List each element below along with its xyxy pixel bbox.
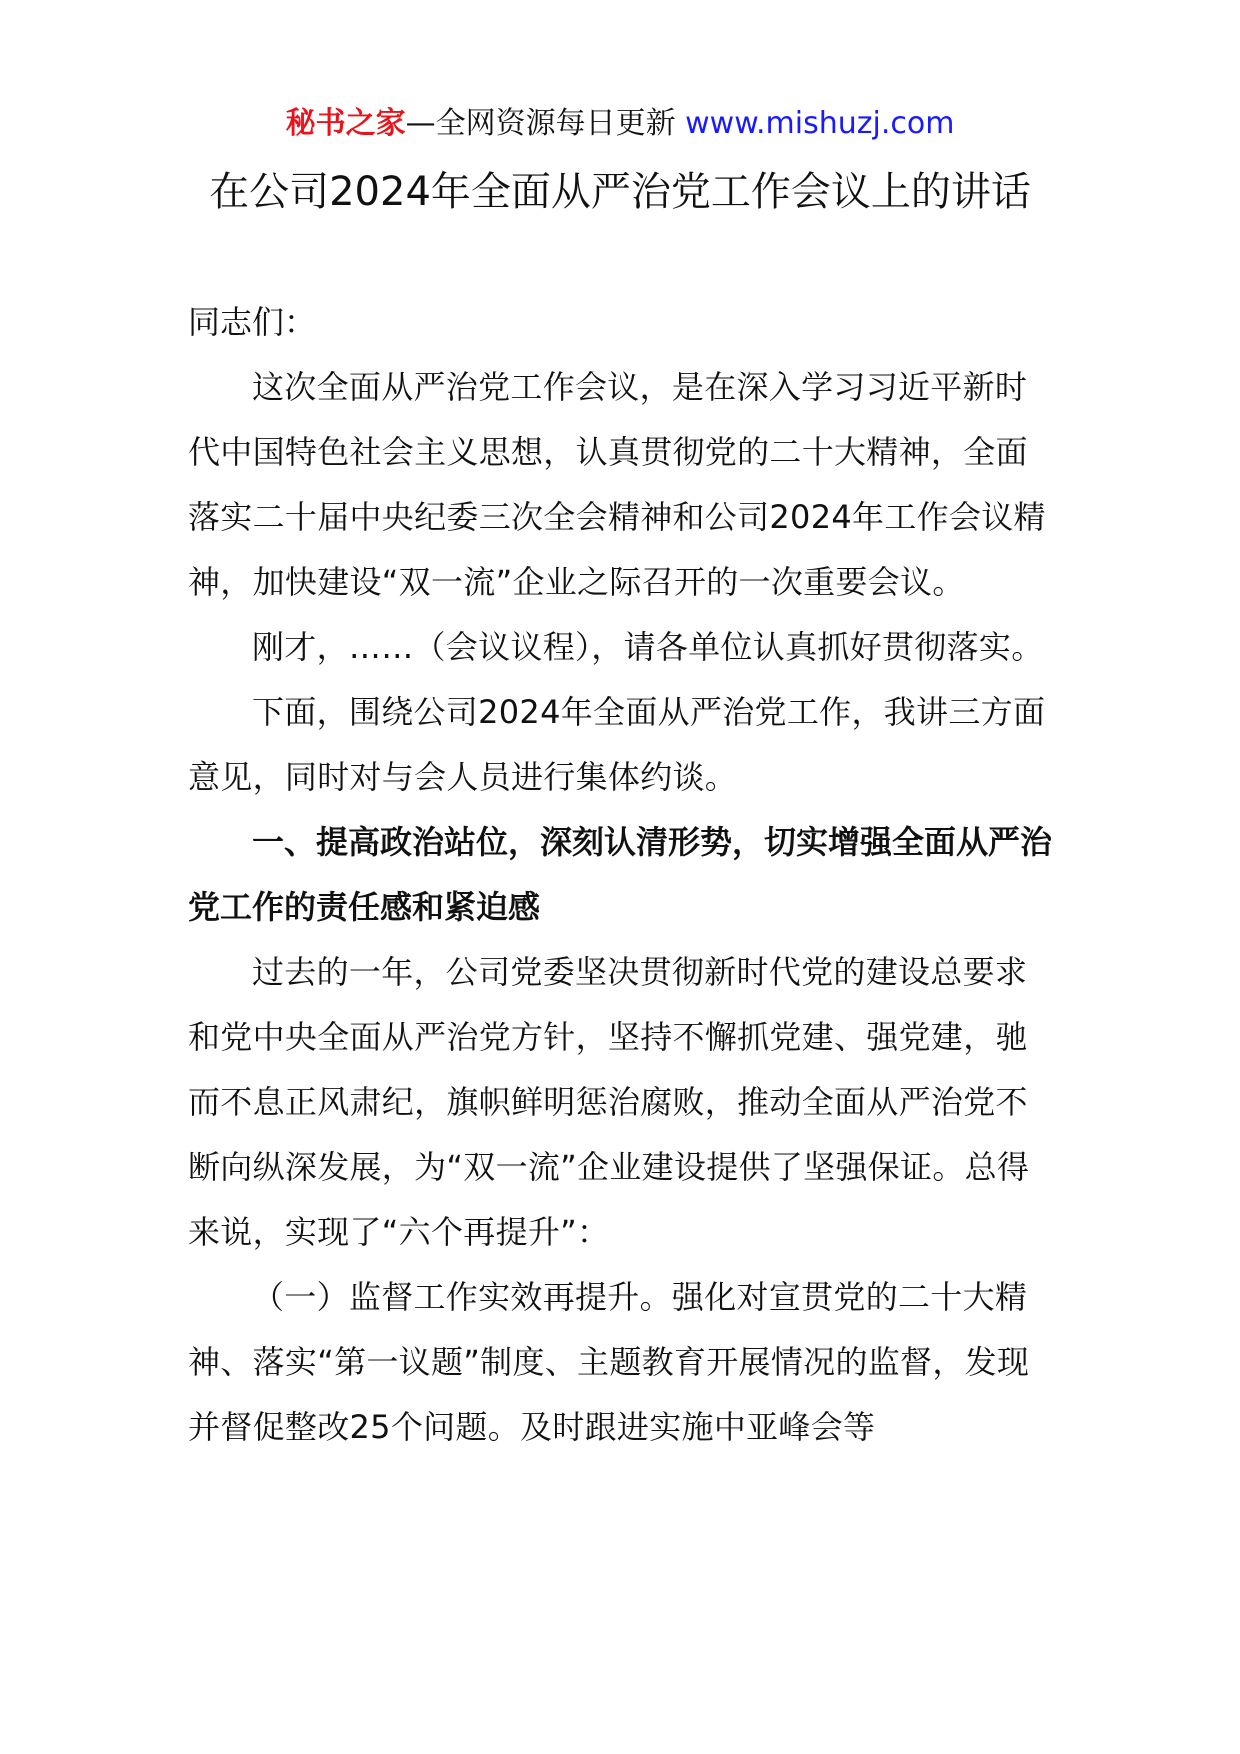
paragraph-agenda: 刚才，……（会议议程），请各单位认真抓好贯彻落实。 bbox=[252, 628, 1044, 666]
site-tagline: —全网资源每日更新 bbox=[405, 106, 686, 141]
document-title: 在公司2024年全面从严治党工作会议上的讲话 bbox=[209, 169, 1031, 215]
paragraph-review: 过去的一年，公司党委坚决贯彻新时代党的建设总要求和党中央全面从严治党方针，坚持不懈抓党建、强党建，驰而不息正风肃纪，旗帜鲜明惩治腐败，推动全面从严治党不断向纵深发展，为“双一流”企业建设提供了坚强保证。总得来说，实现了“六个再提升”： bbox=[188, 953, 1030, 1251]
paragraph-intro: 这次全面从严治党工作会议，是在深入学习习近平新时代中国特色社会主义思想，认真贯彻党的二十大精神，全面落实二十届中央纪委三次全会精神和公司2024年工作会议精神，加快建设“双一流”企业之际召开的一次重要会议。 bbox=[188, 368, 1046, 601]
site-brand[interactable]: 秘书之家 bbox=[285, 106, 406, 141]
document-body bbox=[188, 290, 1053, 1460]
site-url-link[interactable]: www.mishuzj.com bbox=[685, 106, 955, 141]
salutation: 同志们： bbox=[188, 303, 317, 341]
paragraph-supervision: （一）监督工作实效再提升。强化对宣贯党的二十大精神、落实“第一议题”制度、主题教育开展情况的监督，发现并督促整改25个问题。及时跟进实施中亚峰会等 bbox=[188, 1278, 1030, 1446]
paragraph-outline: 下面，围绕公司2024年全面从严治党工作，我讲三方面意见，同时对与会人员进行集体约谈。 bbox=[188, 693, 1046, 796]
section-heading-one: 一、提高政治站位，深刻认清形势，切实增强全面从严治党工作的责任感和紧迫感 bbox=[188, 823, 1053, 926]
site-header bbox=[0, 102, 1240, 146]
